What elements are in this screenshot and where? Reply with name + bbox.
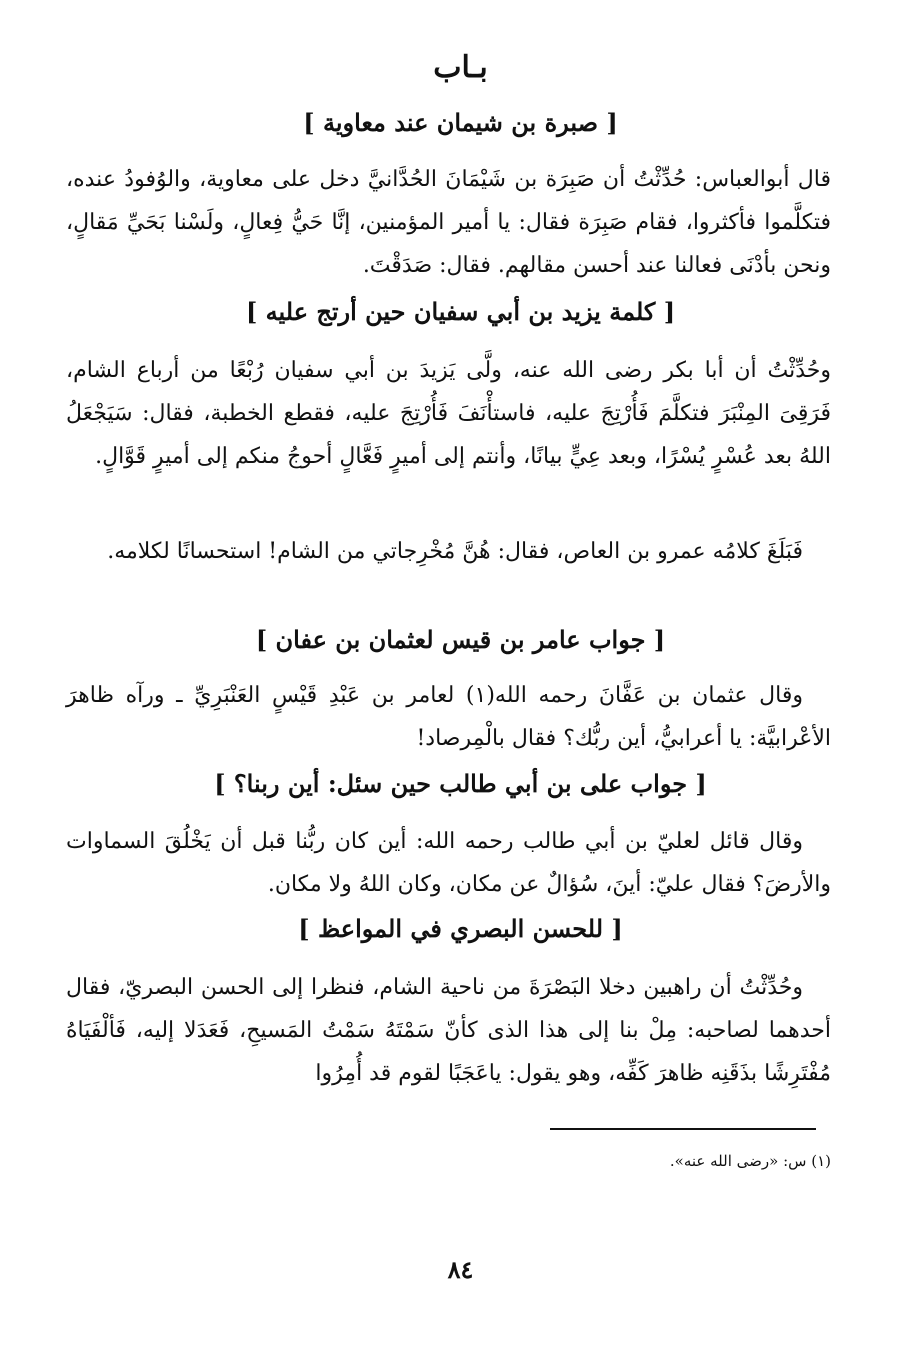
footnote-divider [550,1128,816,1130]
paragraph-ali: وقال قائل لعليّ بن أبي طالب رحمه الله: أين كان ربُّنا قبل أن يَخْلُقَ السماوات والأرضَ؟ فقال عليّ: أينَ، سُؤالٌ عن مكان، وكان اللهُ ولا مكان. [66,829,831,897]
section-heading-amir: [ جواب عامر بن قيس لعثمان بن عفان ] [255,625,666,654]
chapter-title: بـاب [433,50,488,85]
footnote: (١) س: «رضى الله عنه». [669,1152,831,1170]
section-heading-ali: [ جواب على بن أبي طالب حين سئل: أين ربنا؟ ] [214,769,707,798]
paragraph-amr: فَبَلَغَ كلامُه عمرو بن العاص، فقال: هُنَّ مُخْرِجاتي من الشام! استحسانًا لكلامه. [107,539,803,564]
section-heading-sabra: [ صبرة بن شيمان عند معاوية ] [303,108,618,137]
paragraph-hasan: وحُدِّثْتُ أن راهبين دخلا البَصْرَةَ من ناحية الشام، فنظرا إلى الحسن البصريّ، فقال أحدهما لصاحبه: مِلْ بنا إلى هذا الذى كأنّ سَمْتَهُ سَمْتُ المَسيحِ، فَعَدَلا إليه، فَألْفَيَاهُ مُفْتَرِشًا بذَقَنِه ظاهرَ كَفِّه، وهو يقول: ياعَجَبًا لقوم قد أُمِرُوا [66,975,831,1086]
paragraph-yazid: وحُدِّثْتُ أن أبا بكر رضى الله عنه، ولَّى يَزيدَ بن أبي سفيان رُبْعًا من أرباع الشام، فَرَقِىَ المِنْبَرَ فتكلَّمَ فَأُرْتِجَ عليه، فاستأْنَفَ فَأُرْتِجَ عليه، فقطع الخطبة، فقال: سَيَجْعَلُ اللهُ بعد عُسْرٍ يُسْرًا، وبعد عِيٍّ بيانًا، وأنتم إلى أميرٍ فَعَّالٍ أحوجُ منكم إلى أميرٍ قَوَّالٍ. [66,358,831,469]
page-number: ٨٤ [447,1255,474,1284]
paragraph-sabra: قال أبوالعباس: حُدِّثْتُ أن صَبِرَة بن شَيْمَانَ الحُدَّانيَّ دخل على معاوية، والوُفودُ عنده، فتكلَّموا فأكثروا، فقام صَبِرَة فقال: يا أمير المؤمنين، إنَّا حَيُّ فِعالٍ، ولَسْنا بَحَيِّ مَقالٍ، ونحن بأدْنَى فعالنا عند أحسن مقالهم. فقال: صَدَقْتَ. [66,167,831,278]
paragraph-amir: وقال عثمان بن عَفَّانَ رحمه الله(١) لعامر بن عَبْدِ قَيْسٍ العَنْبَرِيِّ ـ ورآه ظاهرَ الأعْرابيَّة: يا أعرابيُّ، أين ربُّك؟ فقال بالْمِرصاد! [66,683,831,751]
section-heading-hasan: [ للحسن البصري في المواعظ ] [298,914,623,943]
section-heading-yazid: [ كلمة يزيد بن أبي سفيان حين أرتج عليه ] [245,297,676,326]
